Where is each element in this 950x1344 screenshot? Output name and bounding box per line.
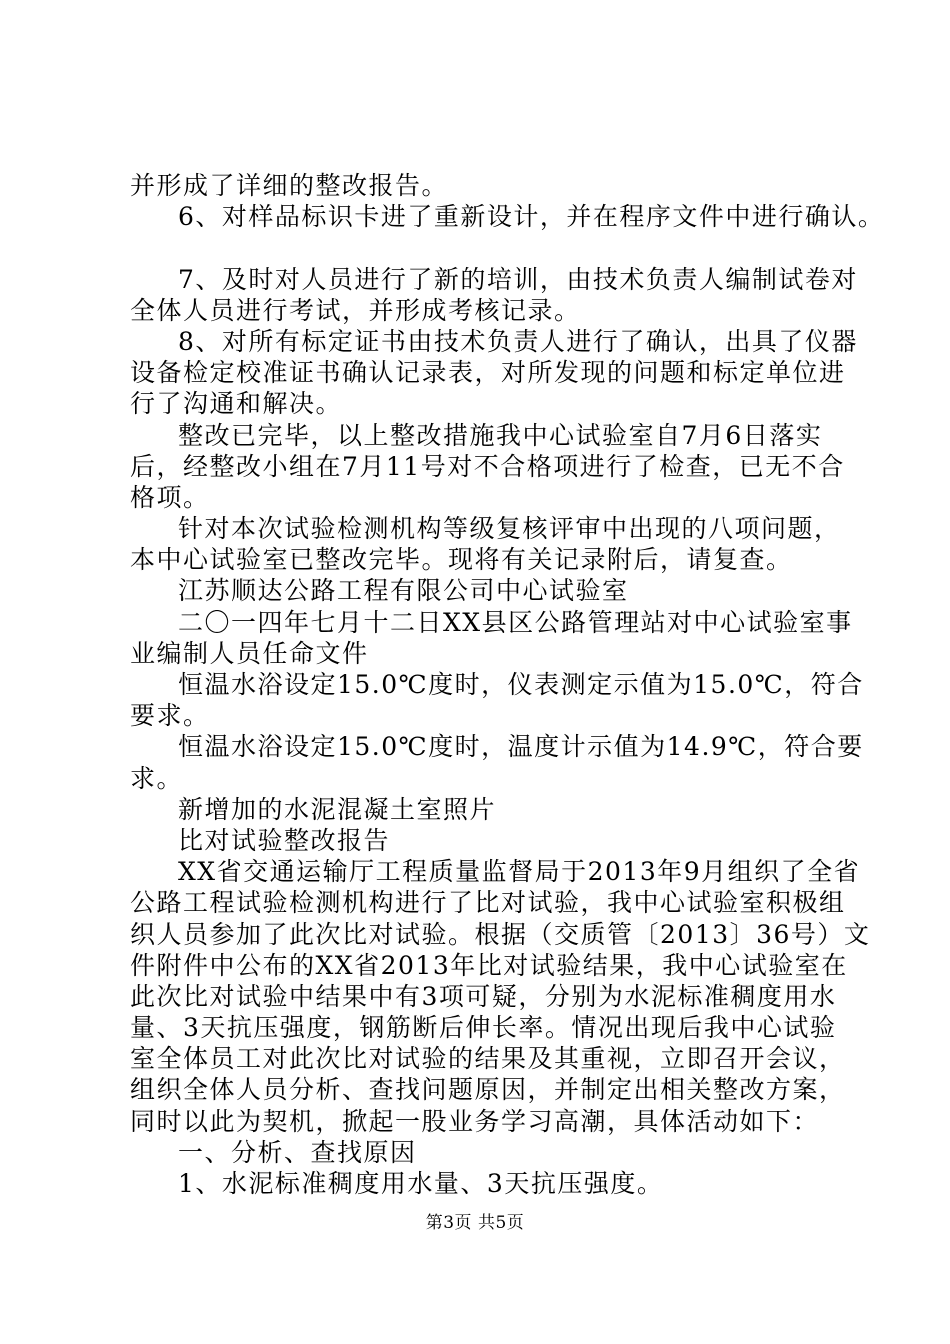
text-line: 本中心试验室已整改完毕。现将有关记录附后，请复查。: [130, 545, 793, 575]
text-line: 后，经整改小组在7月11号对不合格项进行了检查，已无不合: [130, 451, 845, 481]
text-line: 7、及时对人员进行了新的培训，由技术负责人编制试卷对: [178, 264, 858, 294]
text-line: 整改已完毕，以上整改措施我中心试验室自7月6日落实: [178, 420, 823, 450]
text-line: 并形成了详细的整改报告。: [130, 171, 449, 200]
text-line: 求。: [130, 763, 184, 793]
text-line: 行了沟通和解决。: [130, 389, 343, 419]
text-line: 8、对所有标定证书由技术负责人进行了确认，出具了仪器: [178, 326, 858, 356]
text-line: 公路工程试验检测机构进行了比对试验，我中心试验室积极组: [130, 888, 846, 918]
text-line: 组织全体人员分析、查找问题原因，并制定出相关整改方案，: [130, 1075, 846, 1105]
text-line: 业编制人员任命文件: [130, 638, 369, 668]
text-line: 件附件中公布的XX省2013年比对试验结果，我中心试验室在: [130, 950, 848, 980]
text-line: 新增加的水泥混凝土室照片: [178, 794, 497, 824]
text-line: 恒温水浴设定15.0℃度时，仪表测定示值为15.0℃，符合: [178, 670, 864, 699]
text-line: 量、3天抗压强度，钢筋断后伸长率。情况出现后我中心试验: [130, 1013, 837, 1043]
document-body: [130, 170, 885, 1199]
text-line: 江苏顺达公路工程有限公司中心试验室: [178, 576, 629, 606]
page-footer: 第3页 共5页: [425, 1213, 525, 1233]
text-line: 6、对样品标识卡进了重新设计，并在程序文件中进行确认。: [178, 202, 885, 232]
text-line: 室全体员工对此次比对试验的结果及其重视，立即召开会议，: [130, 1044, 846, 1074]
text-line: 此次比对试验中结果中有3项可疑，分别为水泥标准稠度用水: [130, 981, 837, 1011]
blank-line: [130, 232, 830, 263]
text-line: 同时以此为契机，掀起一股业务学习高潮，具体活动如下：: [130, 1106, 820, 1136]
text-line: 二〇一四年七月十二日XX县区公路管理站对中心试验室事: [178, 607, 853, 637]
text-line: 恒温水浴设定15.0℃度时，温度计示值为14.9℃，符合要: [178, 732, 864, 762]
text-line: 要求。: [130, 701, 210, 731]
text-line: 1、水泥标准稠度用水量、3天抗压强度。: [178, 1169, 664, 1198]
text-line: 一、分析、查找原因: [178, 1137, 417, 1167]
text-line: 全体人员进行考试，并形成考核记录。: [130, 295, 581, 325]
text-line: 针对本次试验检测机构等级复核评审中出现的八项问题，: [178, 514, 841, 544]
text-line: 设备检定校准证书确认记录表，对所发现的问题和标定单位进: [130, 358, 846, 388]
text-line: 比对试验整改报告: [178, 825, 391, 855]
text-line: XX省交通运输厅工程质量监督局于2013年9月组织了全省: [178, 857, 861, 887]
text-line: 织人员参加了此次比对试验。根据（交质管〔2013〕36号）文: [130, 919, 871, 949]
text-line: 格项。: [130, 482, 210, 512]
